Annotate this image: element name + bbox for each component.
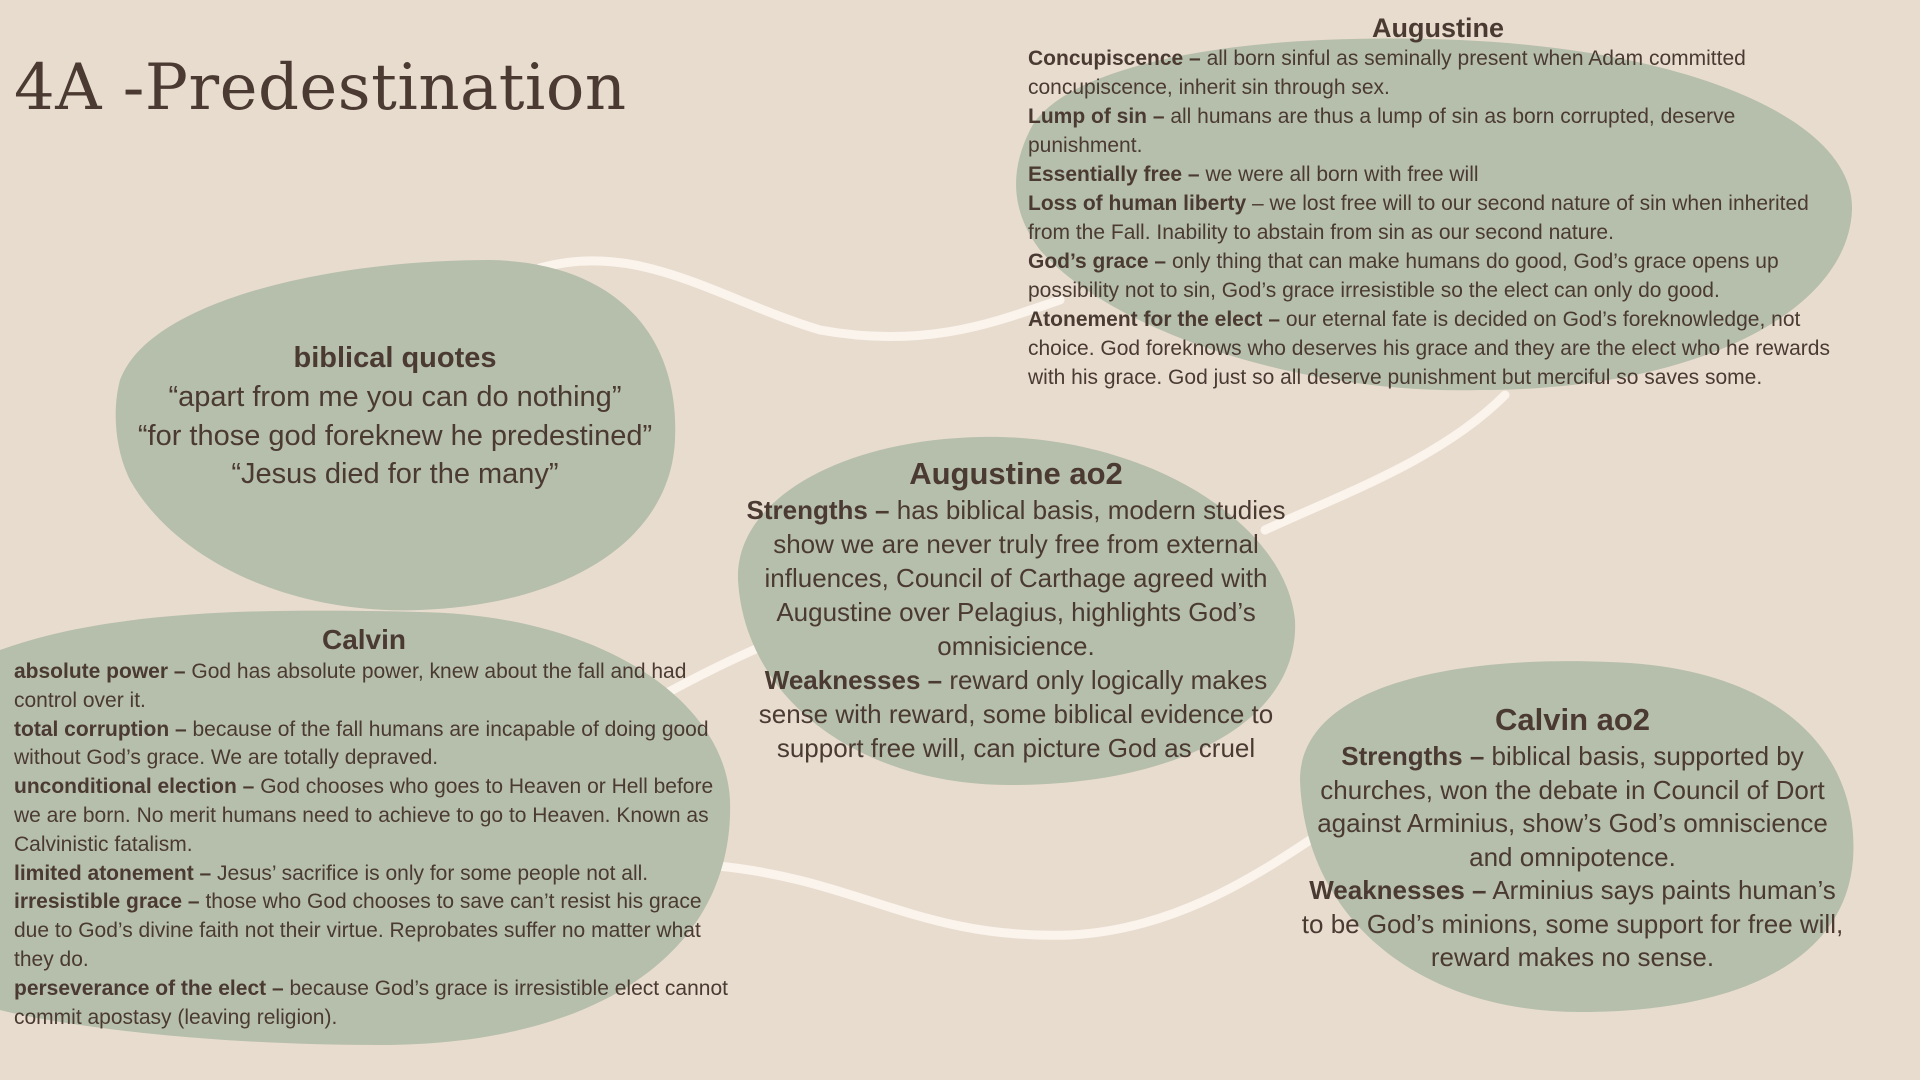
- calvin-heading: Calvin: [321, 624, 407, 655]
- calvin-item: limited atonement – Jesus’ sacrifice is only for some people not all.: [14, 861, 649, 885]
- biblical-quotes-heading: biblical quotes: [293, 342, 497, 374]
- augustine-item: Loss of human liberty – we lost free will to our second nature of sin when inherited from the Fall. Inability to abstain from sin as our second nature.: [1028, 192, 1809, 244]
- augustine-item: Concupiscence – all born sinful as seminally present when Adam committed concupiscence, inherit sin through sex.: [1028, 47, 1746, 99]
- connector-augustine-ao2: [1265, 395, 1505, 530]
- augustine-ao2-heading: Augustine ao2: [909, 456, 1123, 491]
- augustine-item: Atonement for the elect – our eternal fate is decided on God’s foreknowledge, not choice. God foreknows who deserves his grace and they are the elect who he rewards with his grace. God just so all deserve punishment but merciful so saves some.: [1028, 308, 1830, 389]
- biblical-quotes-section: [130, 338, 660, 494]
- quote: “for those god foreknew he predestined”: [137, 419, 653, 452]
- quote: “Jesus died for the many”: [231, 458, 559, 490]
- augustine-ao2-section: [740, 455, 1292, 765]
- weaknesses-text: Weaknesses – Arminius says paints human’s to be God’s minions, some support for free will, reward makes no sense.: [1301, 875, 1844, 972]
- augustine-item: Lump of sin – all humans are thus a lump of sin as born corrupted, deserve punishment.: [1028, 105, 1736, 157]
- page-title: 4A -Predestination: [14, 50, 627, 125]
- calvin-item: perseverance of the elect – because God’s grace is irresistible elect cannot commit apostasy (leaving religion).: [14, 976, 728, 1029]
- calvin-item: irresistible grace – those who God chooses to save can’t resist his grace due to God’s divine faith not their virtue. Reprobates suffer no matter what they do.: [14, 890, 702, 971]
- strengths-text: Strengths – has biblical basis, modern studies show we are never truly free from external influences, Council of Carthage agreed with Augustine over Pelagius, highlights God’s omnisicience.: [746, 495, 1286, 661]
- quote: “apart from me you can do nothing”: [168, 381, 622, 413]
- calvin-item: unconditional election – God chooses who goes to Heaven or Hell before we are born. No merit humans need to achieve to go to Heaven. Known as Calvinistic fatalism.: [14, 775, 714, 856]
- weaknesses-text: Weaknesses – reward only logically makes sense with reward, some biblical evidence to support free will, can picture God as cruel: [758, 665, 1274, 763]
- calvin-item: total corruption – because of the fall humans are incapable of doing good without God’s grace. We are totally depraved.: [14, 717, 709, 770]
- calvin-ao2-section: [1300, 700, 1845, 975]
- augustine-item: God’s grace – only thing that can make humans do good, God’s grace opens up possibility not to sin, God’s grace irresistible so the elect can only do good.: [1028, 250, 1779, 302]
- strengths-text: Strengths – biblical basis, supported by churches, won the debate in Council of Dort against Arminius, show’s God’s omniscience and omnipotence.: [1317, 741, 1828, 872]
- calvin-item: absolute power – God has absolute power, knew about the fall and had control over it.: [14, 660, 687, 712]
- connector-calvin-calvin-ao2: [718, 840, 1310, 935]
- calvin-section: [14, 622, 734, 1032]
- augustine-item: Essentially free – we were all born with free will: [1028, 163, 1479, 186]
- augustine-heading: Augustine: [1372, 13, 1504, 43]
- augustine-section: [1028, 12, 1848, 392]
- calvin-ao2-heading: Calvin ao2: [1494, 702, 1651, 737]
